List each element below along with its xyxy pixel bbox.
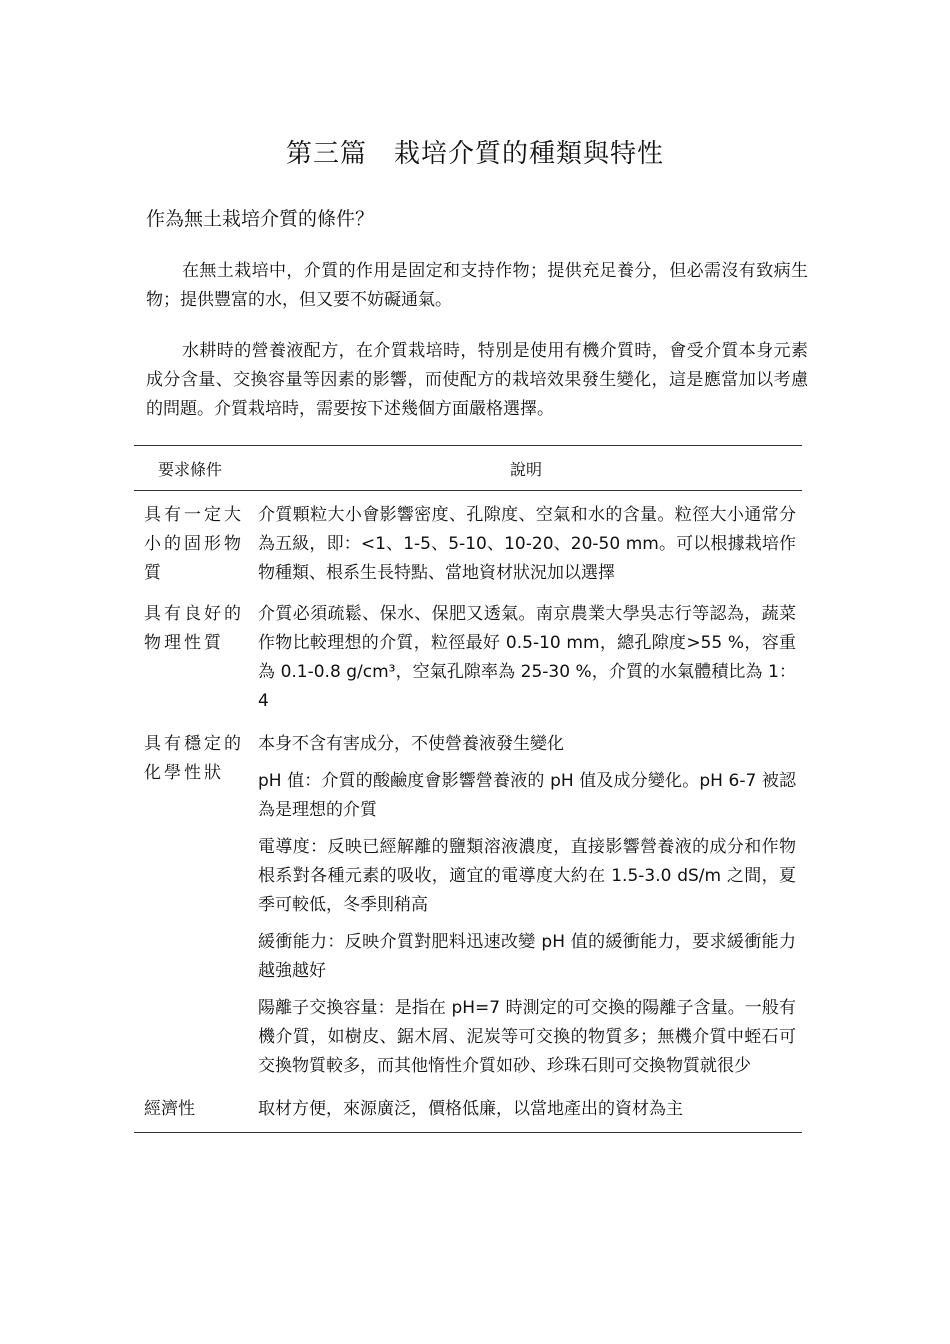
table-row (134, 588, 802, 716)
condition-cell: 具有良好的物理性質 (144, 604, 244, 653)
condition-cell: 具有一定大小的固形物質 (144, 505, 244, 583)
description-text: 取材方便，來源廣泛，價格低廉，以當地產出的資材為主 (258, 1099, 683, 1119)
intro-paragraph-1: 在無土栽培中，介質的作用是固定和支持作物；提供充足養分，但必需沒有致病生物；提供豐富的水，但又要不妨礙通氣。 (146, 261, 808, 310)
requirements-table (134, 445, 802, 1133)
description-text: 緩衝能力：反映介質對肥料迅速改變 pH 值的緩衝能力，要求緩衝能力越強越好 (258, 932, 796, 981)
table-header-row (134, 446, 802, 491)
section-heading: 作為無土栽培介質的條件？ (146, 208, 375, 230)
condition-cell: 經濟性 (144, 1099, 195, 1119)
condition-cell: 具有穩定的化學性狀 (144, 734, 244, 783)
description-cell (258, 600, 802, 716)
header-condition: 要求條件 (158, 459, 223, 479)
description-text: pH 值：介質的酸鹼度會影響營養液的 pH 值及成分變化。pH 6-7 被認為是理想的介質 (258, 771, 796, 820)
description-text: 電導度：反映已經解離的鹽類溶液濃度，直接影響營養液的成分和作物根系對各種元素的吸收，適宜的電導度大約在 1.5-3.0 dS/m 之間，夏季可較低，冬季則稍高 (258, 837, 796, 915)
table-row (134, 1081, 802, 1132)
header-description: 說明 (509, 459, 542, 479)
description-text: 介質必須疏鬆、保水、保肥又透氣。南京農業大學吳志行等認為，蔬菜作物比較理想的介質，粒徑最好 0.5-10 mm，總孔隙度>55 %，容重為 0.1-0.8 g/cm³，空氣孔隙率為 25-30 %，介質的水氣體積比為 1：4 (258, 604, 796, 711)
description-text: 本身不含有害成分，不使營養液發生變化 (258, 734, 564, 754)
description-text: 陽離子交換容量：是指在 pH=7 時測定的可交換的陽離子含量。一般有機介質，如樹皮、鋸木屑、泥炭等可交換的物質多；無機介質中蛭石可交換物質較多，而其他惰性介質如砂、珍珠石則可交換物質就很少 (258, 998, 796, 1076)
table-row (134, 491, 802, 588)
intro-paragraph-2: 水耕時的營養液配方，在介質栽培時，特別是使用有機介質時，會受介質本身元素成分含量、交換容量等因素的影響，而使配方的栽培效果發生變化，這是應當加以考慮的問題。介質栽培時，需要按下述幾個方面嚴格選擇。 (146, 341, 808, 419)
description-cell (258, 730, 802, 1081)
page-title: 第三篇 栽培介質的種類與特性 (285, 139, 664, 169)
description-cell (258, 501, 802, 588)
table-row (134, 716, 802, 1081)
description-cell (258, 1095, 802, 1124)
description-text: 介質顆粒大小會影響密度、孔隙度、空氣和水的含量。粒徑大小通常分為五級，即：<1、1-5、5-10、10-20、20-50 mm。可以根據栽培作物種類、根系生長特點、當地資材狀況加以選擇 (258, 505, 796, 583)
